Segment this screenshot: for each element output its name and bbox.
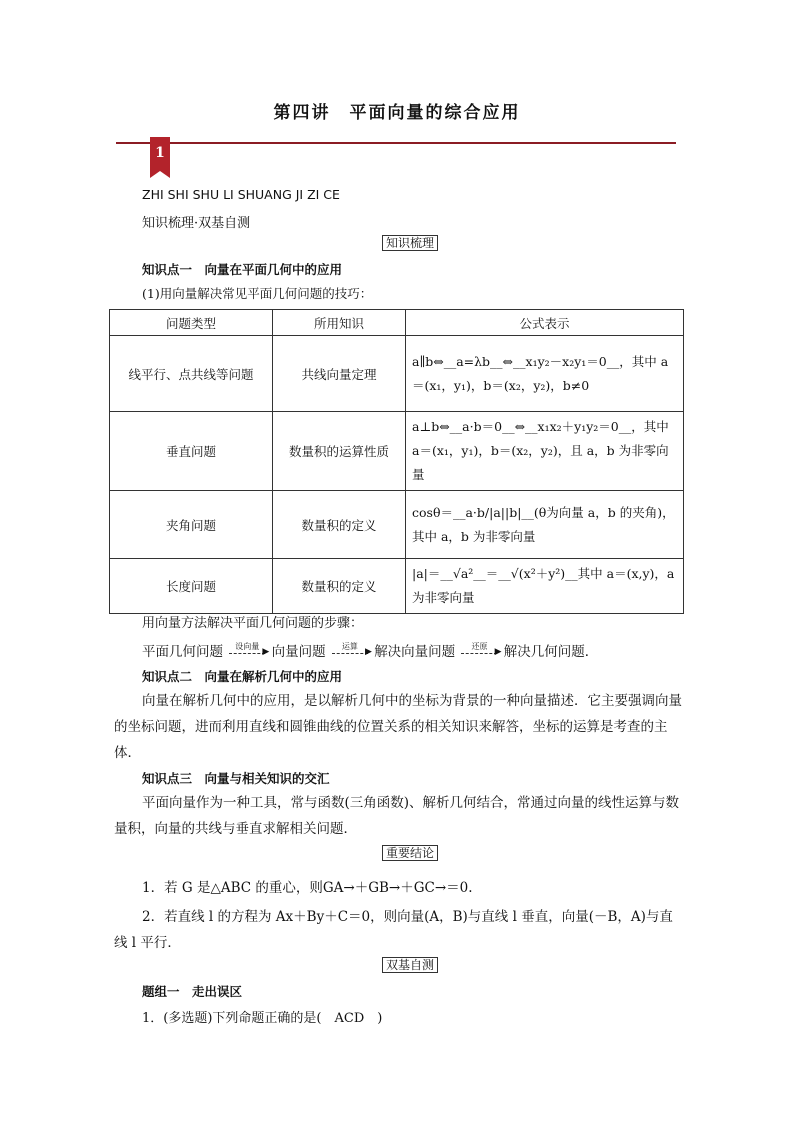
steps-line <box>142 640 598 660</box>
section-name: 知识梳理·双基自测 <box>142 216 251 231</box>
cell-formula: a⊥b⇔__a·b＝0__⇔__x₁x₂＋y₁y₂＝0__，其中 a＝(x₁，y₁)，b＝(x₂，y₂)，且 a，b 为非零向量 <box>406 412 684 491</box>
group1-heading: 题组一 走出误区 <box>142 984 243 999</box>
kp2-text: 向量在解析几何中的应用，是以解析几何中的坐标为背景的一种向量描述．它主要强调向量的坐标问题，进而利用直线和圆锥曲线的位置关系的相关知识来解答，坐标的运算是考查的主体． <box>114 693 682 761</box>
arrow-icon: 还原 ▶ <box>461 651 497 654</box>
cell-formula: cosθ＝__a·b/|a||b|__(θ为向量 a，b 的夹角)，其中 a，b 为非零向量 <box>406 491 684 559</box>
box-conclusion-label: 重要结论 <box>382 845 438 861</box>
kp3-text: 平面向量作为一种工具，常与函数(三角函数)、解析几何结合，常通过向量的线性运算与数量积，向量的共线与垂直求解相关问题． <box>114 795 680 837</box>
title-rule <box>116 142 676 144</box>
step-4: 解决几何问题． <box>503 644 599 660</box>
cell-formula: a∥b⇔__a=λb__⇔__x₁y₂－x₂y₁＝0__，其中 a＝(x₁，y₁)，b＝(x₂，y₂)，b≠0 <box>406 336 684 412</box>
section-number: 1 <box>155 145 165 161</box>
cell-knowledge: 数量积的定义 <box>273 559 406 614</box>
pinyin-heading: ZHI SHI SHU LI SHUANG JI ZI CE <box>142 187 340 202</box>
cell-knowledge: 数量积的定义 <box>273 491 406 559</box>
arrow-label: 还原 <box>471 642 488 651</box>
kp2-heading: 知识点二 向量在解析几何中的应用 <box>142 669 343 684</box>
box-knowledge-label: 知识梳理 <box>382 235 438 251</box>
box-self-test-label: 双基自测 <box>382 957 438 973</box>
cell-type: 垂直问题 <box>110 412 273 491</box>
conclusion-2: 2．若直线 l 的方程为 Ax＋By＋C＝0，则向量(A，B)与直线 l 垂直，向量(－B，A)与直线 l 平行． <box>114 909 673 951</box>
cell-type: 夹角问题 <box>110 491 273 559</box>
formula-table <box>109 309 684 614</box>
kp1-heading: 知识点一 向量在平面几何中的应用 <box>142 262 343 277</box>
step-1: 平面几何问题 <box>142 644 223 660</box>
cell-type: 线平行、点共线等问题 <box>110 336 273 412</box>
table-row <box>110 491 684 559</box>
box-conclusion <box>382 846 438 861</box>
step-2: 向量问题 <box>271 644 326 660</box>
cell-type: 长度问题 <box>110 559 273 614</box>
cell-knowledge: 共线向量定理 <box>273 336 406 412</box>
page-title: 第四讲 平面向量的综合应用 <box>273 103 521 123</box>
arrow-icon: 设向量 ▶ <box>229 651 265 654</box>
table-row <box>110 336 684 412</box>
arrow-label: 设向量 <box>235 642 260 651</box>
table-header: 公式表示 <box>406 310 684 336</box>
box-knowledge <box>382 236 438 251</box>
table-row <box>110 559 684 614</box>
arrow-label: 运算 <box>341 642 358 651</box>
cell-knowledge: 数量积的运算性质 <box>273 412 406 491</box>
arrow-icon: 运算 ▶ <box>332 651 368 654</box>
steps-title: 用向量方法解决平面几何问题的步骤： <box>142 616 364 631</box>
section-badge <box>150 137 170 171</box>
question-1: 1．(多选题)下列命题正确的是( ACD ) <box>142 1011 383 1026</box>
table-header: 问题类型 <box>110 310 273 336</box>
box-self-test <box>382 958 438 973</box>
conclusion-1: 1．若 G 是△ABC 的重心，则GA→＋GB→＋GC→＝0. <box>142 880 473 896</box>
step-3: 解决向量问题 <box>374 644 456 660</box>
cell-formula: |a|＝__√a²__＝__√(x²＋y²)__其中 a＝(x,y)，a为非零向量 <box>406 559 684 614</box>
kp1-sub: (1)用向量解决常见平面几何问题的技巧： <box>142 286 373 301</box>
table-row <box>110 412 684 491</box>
table-header: 所用知识 <box>273 310 406 336</box>
table-header-row <box>110 310 684 336</box>
kp3-heading: 知识点三 向量与相关知识的交汇 <box>142 771 330 786</box>
